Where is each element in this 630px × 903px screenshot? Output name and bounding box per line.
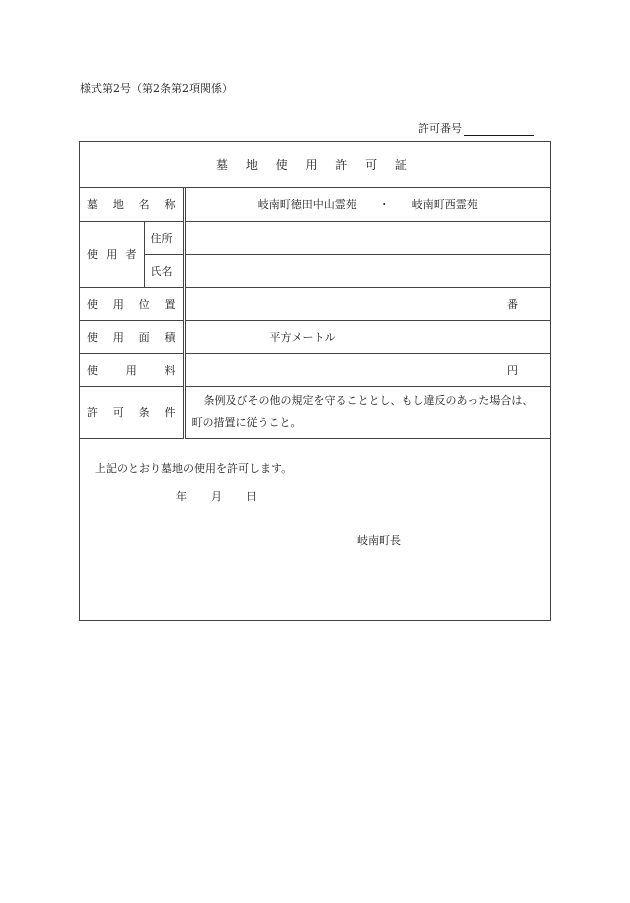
conditions-label: 許 可 条 件 xyxy=(80,386,184,438)
address-field[interactable] xyxy=(184,221,550,254)
row-area xyxy=(80,320,550,353)
area-field[interactable] xyxy=(184,320,550,353)
area-unit: 平方メートル xyxy=(269,330,336,344)
permit-form xyxy=(79,141,551,621)
name-label: 氏名 xyxy=(144,254,184,287)
cemetery-option-2[interactable]: 岐南町西霊苑 xyxy=(411,198,478,212)
row-cemetery-name xyxy=(80,188,550,221)
date-day: 日 xyxy=(246,490,257,503)
location-label: 使 用 位 置 xyxy=(80,287,184,320)
fee-label: 使 用 料 xyxy=(80,353,184,386)
permit-number-blank[interactable] xyxy=(464,123,534,136)
permit-statement: 上記のとおり墓地の使用を許可します。 xyxy=(95,462,293,475)
row-user-address xyxy=(80,221,550,254)
cemetery-name-value xyxy=(184,188,550,221)
form-title: 墓 地 使 用 許 可 証 xyxy=(80,142,550,188)
location-field[interactable] xyxy=(184,287,550,320)
fee-unit: 円 xyxy=(507,363,518,377)
row-location xyxy=(80,287,550,320)
conditions-text: 条例及びその他の規定を守ることとし、もし違反のあった場合は、 町の措置に従うこと。 xyxy=(184,386,550,438)
cemetery-option-1[interactable]: 岐南町徳田中山霊苑 xyxy=(257,198,357,212)
issue-date xyxy=(176,488,257,504)
permit-table xyxy=(80,188,550,439)
cemetery-name-label: 墓 地 名 称 xyxy=(80,188,184,221)
permit-number-label: 許可番号 xyxy=(418,122,462,135)
name-field[interactable] xyxy=(184,254,550,287)
date-year: 年 xyxy=(176,490,187,503)
date-month: 月 xyxy=(211,490,222,503)
address-label: 住所 xyxy=(144,221,184,254)
location-unit: 番 xyxy=(507,297,518,311)
row-user-name xyxy=(80,254,550,287)
permit-number xyxy=(418,120,534,136)
row-conditions xyxy=(80,386,550,438)
row-fee xyxy=(80,353,550,386)
area-label: 使 用 面 積 xyxy=(80,320,184,353)
user-label: 使 用 者 xyxy=(80,221,144,287)
cemetery-separator: ・ xyxy=(378,198,390,212)
issuer: 岐南町長 xyxy=(357,534,401,547)
form-number: 様式第2号（第2条第2項関係） xyxy=(80,82,233,95)
fee-field[interactable] xyxy=(184,353,550,386)
